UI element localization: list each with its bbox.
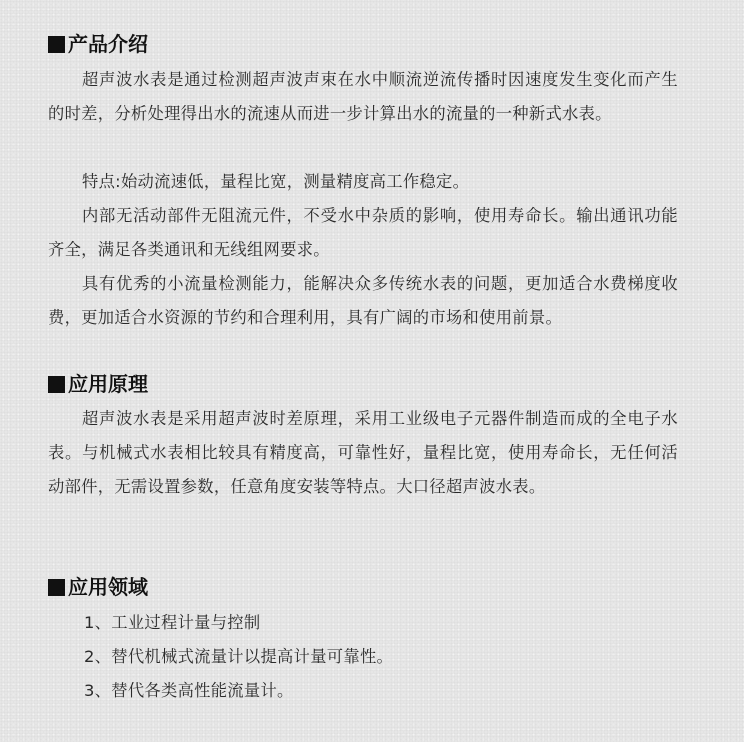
section-title-text: 应用领域 [68, 575, 148, 599]
square-bullet-icon [48, 579, 65, 596]
intro-paragraph-4: 具有优秀的小流量检测能力，能解决众多传统水表的问题，更加适合水费梯度收费，更加适合水资源的节约和合理利用，具有广阔的市场和使用前景。 [48, 274, 678, 327]
section-title-text: 产品介绍 [68, 32, 148, 56]
intro-paragraph-1: 超声波水表是通过检测超声波声束在水中顺流逆流传播时因速度发生变化而产生的时差，分析处理得出水的流速从而进一步计算出水的流量的一种新式水表。 [48, 70, 678, 123]
section-title-text: 应用原理 [68, 372, 148, 396]
square-bullet-icon [48, 36, 65, 53]
section-title-principle [48, 370, 148, 398]
list-item: 1、工业过程计量与控制 [84, 613, 261, 632]
list-item: 3、替代各类高性能流量计。 [84, 681, 294, 700]
section-title-applications [48, 573, 148, 601]
intro-paragraph-features: 特点:始动流速低，量程比宽，测量精度高工作稳定。 [82, 172, 470, 191]
square-bullet-icon [48, 376, 65, 393]
principle-paragraph: 超声波水表是采用超声波时差原理，采用工业级电子元器件制造而成的全电子水表。与机械式水表相比较具有精度高，可靠性好，量程比宽，使用寿命长，无任何活动部件，无需设置参数，任意角度安装等特点。大口径超声波水表。 [48, 409, 678, 496]
section-title-product-intro [48, 30, 148, 58]
intro-paragraph-3: 内部无活动部件无阻流元件，不受水中杂质的影响，使用寿命长。输出通讯功能齐全，满足各类通讯和无线组网要求。 [48, 206, 678, 259]
list-item: 2、替代机械式流量计以提高计量可靠性。 [84, 647, 394, 666]
